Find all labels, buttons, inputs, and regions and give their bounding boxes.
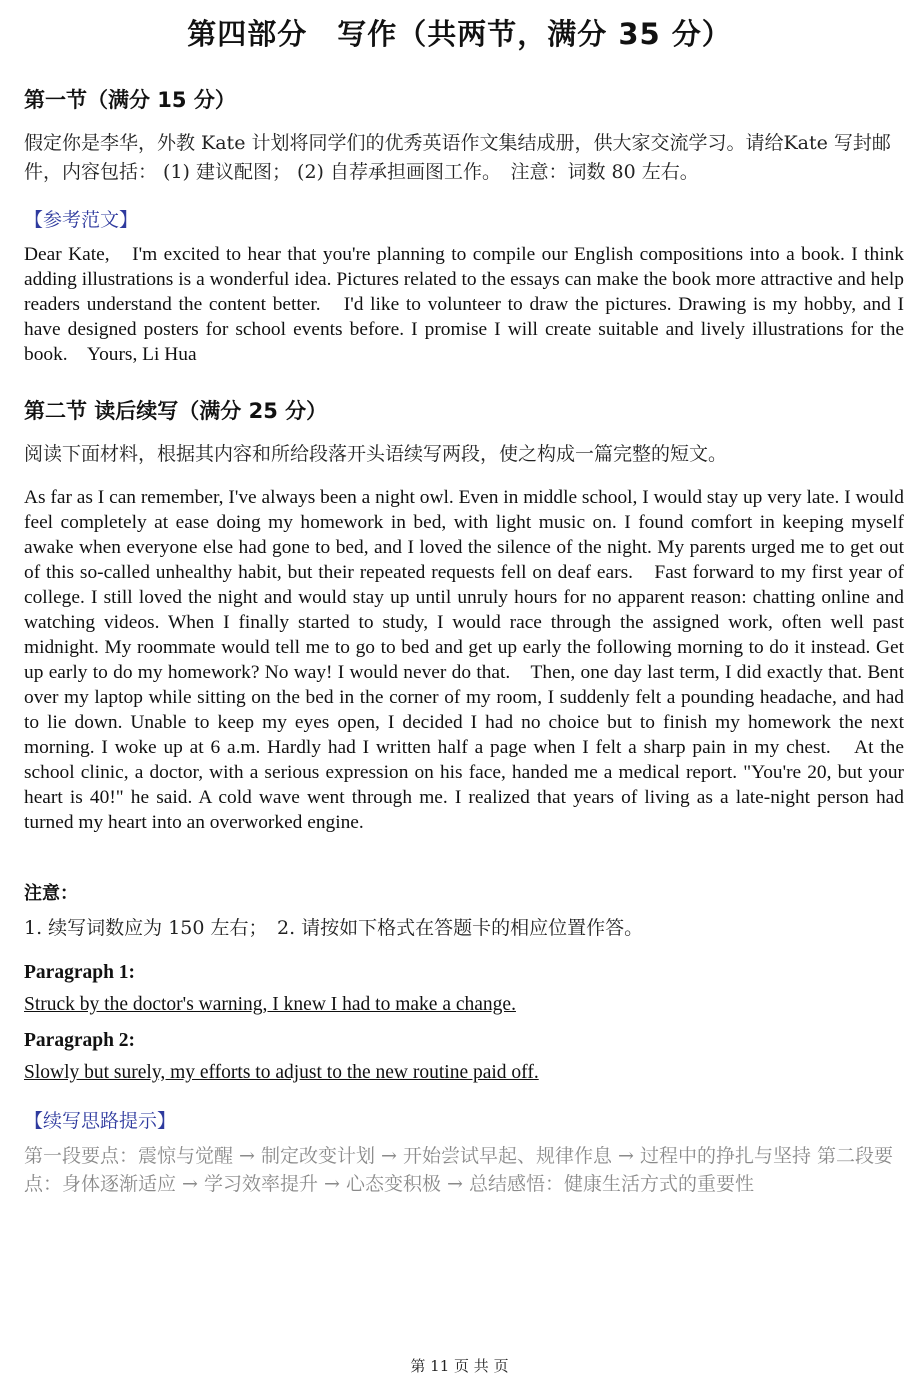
paragraph1-label: Paragraph 1: xyxy=(24,962,136,983)
section2-heading: 第二节 读后续写（满分 25 分） xyxy=(24,399,328,423)
reading-passage: As far as I can remember, I've always been a night owl. Even in middle school, I would stay up very late. I would feel completely at ease doing my homework in bed, with light music on. I found comfort in keeping myself awake when everyone else had gone to bed, and I loved the silence of the night. My parents urged me to get out of this so-called unhealthy habit, but their repeated requests fell on deaf ears. Fast forward to my first year of college. I still loved the night and would stay up until unruly hours for no apparent reason: chatting online and watching videos. When I finally started to study, I would race through the assigned work, often well past midnight. My roommate would tell me to go to bed and get up early the following morning to do it instead. Get up early to do my homework? No way! I would never do that. Then, one day last term, I did exactly that. Bent over my laptop while sitting on the bed in the corner of my room, I suddenly felt a pounding headache, and had to lie down. Unable to keep my eyes open, I decided I had no choice but to finish my homework the next morning. I woke up at 6 a.m. Hardly had I written half a page when I felt a sharp pain in my chest. At the school clinic, a doctor, with a serious expression on his face, handed me a medical report. "You're 20, but your heart is 40!" he said. A cold wave went through me. I realized that years of living as a late-night person had turned my heart into an overworked engine. xyxy=(24,487,904,833)
paragraph1-opening: Struck by the doctor's warning, I knew I had to make a change. xyxy=(24,994,516,1015)
section1-heading: 第一节（满分 15 分） xyxy=(24,88,236,112)
page-footer: 第 11 页 共 页 xyxy=(410,1357,509,1375)
sample-essay-label: 【参考范文】 xyxy=(24,209,139,231)
hint-label: 【续写思路提示】 xyxy=(24,1110,177,1132)
paragraph2-label: Paragraph 2: xyxy=(24,1030,136,1051)
page-title: 第四部分 写作（共两节，满分 35 分） xyxy=(187,17,732,51)
hint-text: 第一段要点：震惊与觉醒 → 制定改变计划 → 开始尝试早起、规律作息 → 过程中的挣扎与坚持 第二段要点：身体逐渐适应 → 学习效率提升 → 心态变积极 → 总结感悟：健康生活方式的重要性 xyxy=(24,1145,894,1195)
note-label: 注意： xyxy=(24,883,78,904)
note-text: 1. 续写词数应为 150 左右； 2. 请按如下格式在答题卡的相应位置作答。 xyxy=(24,917,644,939)
section1-prompt: 假定你是李华，外教 Kate 计划将同学们的优秀英语作文集结成册，供大家交流学习。请给Kate 写封邮件，内容包括： (1) 建议配图； (2) 自荐承担画图工作。 注意：词数 80 左右。 xyxy=(24,132,891,183)
section2-instruction: 阅读下面材料，根据其内容和所给段落开头语续写两段，使之构成一篇完整的短文。 xyxy=(24,443,728,465)
sample-essay-text: Dear Kate, I'm excited to hear that you're planning to compile our English compositions into a book. I think adding illustrations is a wonderful idea. Pictures related to the essays can make the book more attractive and help readers understand the content better. I'd like to volunteer to draw the pictures. Drawing is my hobby, and I have designed posters for school events before. I promise I will create suitable and lively illustrations for the book. Yours, Li Hua xyxy=(24,244,904,365)
paragraph2-opening: Slowly but surely, my efforts to adjust to the new routine paid off. xyxy=(24,1062,539,1083)
